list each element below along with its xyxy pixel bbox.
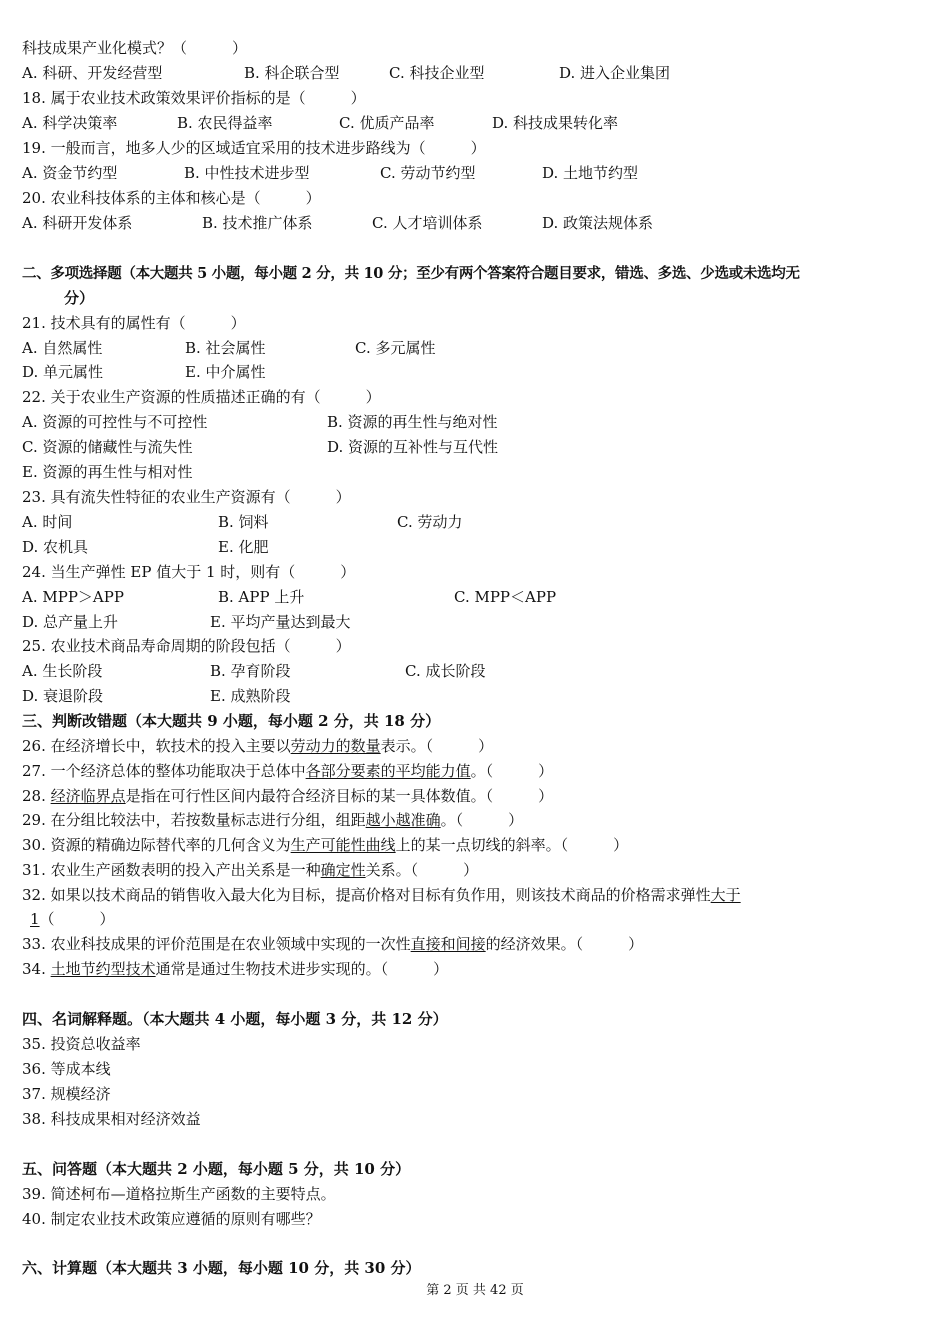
question-19-stem: 19. 一般而言，地多人少的区域适宜采用的技术进步路线为（ ） <box>22 139 486 157</box>
section-5-heading: 五、问答题（本大题共 2 小题，每小题 5 分，共 10 分） <box>22 1160 411 1178</box>
section-3-heading: 三、判断改错题（本大题共 9 小题，每小题 2 分，共 18 分） <box>22 712 441 730</box>
question-34 <box>22 957 448 982</box>
option-17-c: C. 科技企业型 <box>389 64 485 82</box>
question-31-text-1: 31. 农业生产函数表明的投入产出关系是一种 <box>22 861 321 879</box>
question-29-underlined: 越小越准确 <box>365 811 441 829</box>
question-26-underlined: 劳动力的数量 <box>290 737 381 755</box>
question-21-stem: 21. 技术具有的属性有（ ） <box>22 314 246 332</box>
question-38: 38. 科技成果相对经济效益 <box>22 1110 201 1128</box>
question-28-underlined: 经济临界点 <box>50 787 126 805</box>
question-35: 35. 投资总收益率 <box>22 1035 141 1053</box>
question-22-stem: 22. 关于农业生产资源的性质描述正确的有（ ） <box>22 388 381 406</box>
section-6-heading: 六、计算题（本大题共 3 小题，每小题 10 分，共 30 分） <box>22 1259 421 1277</box>
question-36: 36. 等成本线 <box>22 1060 111 1078</box>
option-20-b: B. 技术推广体系 <box>202 214 313 232</box>
option-23-c: C. 劳动力 <box>397 513 463 531</box>
question-32-text-1: 32. 如果以技术商品的销售收入最大化为目标，提高价格对目标有负作用，则该技术商品的价格需求弹性 <box>22 886 711 904</box>
question-30 <box>22 833 628 858</box>
option-17-d: D. 进入企业集团 <box>559 64 671 82</box>
option-19-d: D. 土地节约型 <box>542 164 639 182</box>
question-31 <box>22 858 478 883</box>
option-22-b: B. 资源的再生性与绝对性 <box>327 413 498 431</box>
question-32-underlined-2: 1 <box>30 910 40 928</box>
question-31-underlined: 确定性 <box>320 861 366 879</box>
option-21-c: C. 多元属性 <box>355 339 436 357</box>
question-31-text-2: 关系。（ ） <box>365 861 479 879</box>
question-28 <box>22 784 553 809</box>
option-21-a: A. 自然属性 <box>22 339 103 357</box>
question-32 <box>22 883 741 908</box>
option-18-a: A. 科学决策率 <box>22 114 118 132</box>
option-19-b: B. 中性技术进步型 <box>184 164 310 182</box>
question-27-text-2: 。（ ） <box>470 762 554 780</box>
option-25-c: C. 成长阶段 <box>405 662 486 680</box>
question-27-underlined: 各部分要素的平均能力值 <box>305 762 471 780</box>
option-25-b: B. 孕育阶段 <box>210 662 291 680</box>
question-29-text-2: 。（ ） <box>440 811 524 829</box>
question-34-underlined: 土地节约型技术 <box>50 960 156 978</box>
section-2-heading-cont: 分） <box>64 289 95 307</box>
section-2-heading: 二、多项选择题（本大题共 5 小题，每小题 2 分，共 10 分；至少有两个答案符合题目要求，错选、多选、少选或未选均无 <box>22 265 800 282</box>
option-20-c: C. 人才培训体系 <box>372 214 483 232</box>
option-23-e: E. 化肥 <box>218 538 269 556</box>
option-22-c: C. 资源的储藏性与流失性 <box>22 438 193 456</box>
option-24-d: D. 总产量上升 <box>22 613 119 631</box>
question-34-text-1: 34. <box>22 960 51 978</box>
question-33 <box>22 932 643 957</box>
question-18-stem: 18. 属于农业技术政策效果评价指标的是（ ） <box>22 89 366 107</box>
question-27 <box>22 759 553 784</box>
option-21-b: B. 社会属性 <box>185 339 266 357</box>
option-22-d: D. 资源的互补性与互代性 <box>327 438 499 456</box>
question-33-text-2: 的经济效果。（ ） <box>485 935 644 953</box>
question-26-text-2: 表示。（ ） <box>380 737 494 755</box>
option-18-c: C. 优质产品率 <box>339 114 435 132</box>
option-19-a: A. 资金节约型 <box>22 164 118 182</box>
option-25-a: A. 生长阶段 <box>22 662 103 680</box>
question-28-text-2: 是指在可行性区间内最符合经济目标的某一具体数值。（ ） <box>125 787 554 805</box>
option-24-e: E. 平均产量达到最大 <box>210 613 351 631</box>
question-30-text-1: 30. 资源的精确边际替代率的几何含义为 <box>22 836 291 854</box>
question-40: 40. 制定农业技术政策应遵循的原则有哪些？ <box>22 1210 321 1228</box>
question-33-underlined: 直接和间接 <box>410 935 486 953</box>
option-18-d: D. 科技成果转化率 <box>492 114 619 132</box>
page-footer: 第 2 页 共 42 页 <box>426 1283 524 1298</box>
option-22-e: E. 资源的再生性与相对性 <box>22 463 193 481</box>
option-24-a: A. MPP＞APP <box>22 588 124 606</box>
question-29 <box>22 808 523 833</box>
option-17-a: A. 科研、开发经营型 <box>22 64 163 82</box>
option-17-b: B. 科企联合型 <box>244 64 340 82</box>
question-29-text-1: 29. 在分组比较法中，若按数量标志进行分组，组距 <box>22 811 366 829</box>
question-28-text-1: 28. <box>22 787 51 805</box>
question-25-stem: 25. 农业技术商品寿命周期的阶段包括（ ） <box>22 637 351 655</box>
option-24-c: C. MPP＜APP <box>454 588 557 606</box>
option-23-a: A. 时间 <box>22 513 73 531</box>
option-18-b: B. 农民得益率 <box>177 114 273 132</box>
question-39: 39. 简述柯布—道格拉斯生产函数的主要特点。 <box>22 1185 336 1203</box>
option-24-b: B. APP 上升 <box>218 588 305 606</box>
question-32-underlined: 大于 <box>710 886 741 904</box>
option-21-e: E. 中介属性 <box>185 363 266 381</box>
question-27-text-1: 27. 一个经济总体的整体功能取决于总体中 <box>22 762 306 780</box>
option-22-a: A. 资源的可控性与不可控性 <box>22 413 208 431</box>
question-26-text-1: 26. 在经济增长中，软技术的投入主要以 <box>22 737 291 755</box>
question-32-text-2: （ ） <box>39 910 115 928</box>
option-21-d: D. 单元属性 <box>22 363 104 381</box>
option-23-d: D. 农机具 <box>22 538 89 556</box>
question-26 <box>22 734 493 759</box>
question-17-stem: 科技成果产业化模式？（ ） <box>22 39 248 57</box>
option-19-c: C. 劳动节约型 <box>380 164 476 182</box>
question-23-stem: 23. 具有流失性特征的农业生产资源有（ ） <box>22 488 351 506</box>
section-4-heading: 四、名词解释题。（本大题共 4 小题，每小题 3 分，共 12 分） <box>22 1010 448 1028</box>
question-33-text-1: 33. 农业科技成果的评价范围是在农业领域中实现的一次性 <box>22 935 411 953</box>
option-25-d: D. 衰退阶段 <box>22 687 104 705</box>
option-20-a: A. 科研开发体系 <box>22 214 133 232</box>
question-34-text-2: 通常是通过生物技术进步实现的。（ ） <box>155 960 449 978</box>
option-23-b: B. 饲料 <box>218 513 269 531</box>
question-37: 37. 规模经济 <box>22 1085 111 1103</box>
question-20-stem: 20. 农业科技体系的主体和核心是（ ） <box>22 189 321 207</box>
question-30-text-2: 上的某一点切线的斜率。（ ） <box>395 836 629 854</box>
question-32-cont <box>30 907 115 932</box>
question-24-stem: 24. 当生产弹性 EP 值大于 1 时，则有（ ） <box>22 563 356 581</box>
option-20-d: D. 政策法规体系 <box>542 214 654 232</box>
option-25-e: E. 成熟阶段 <box>210 687 291 705</box>
question-30-underlined: 生产可能性曲线 <box>290 836 396 854</box>
